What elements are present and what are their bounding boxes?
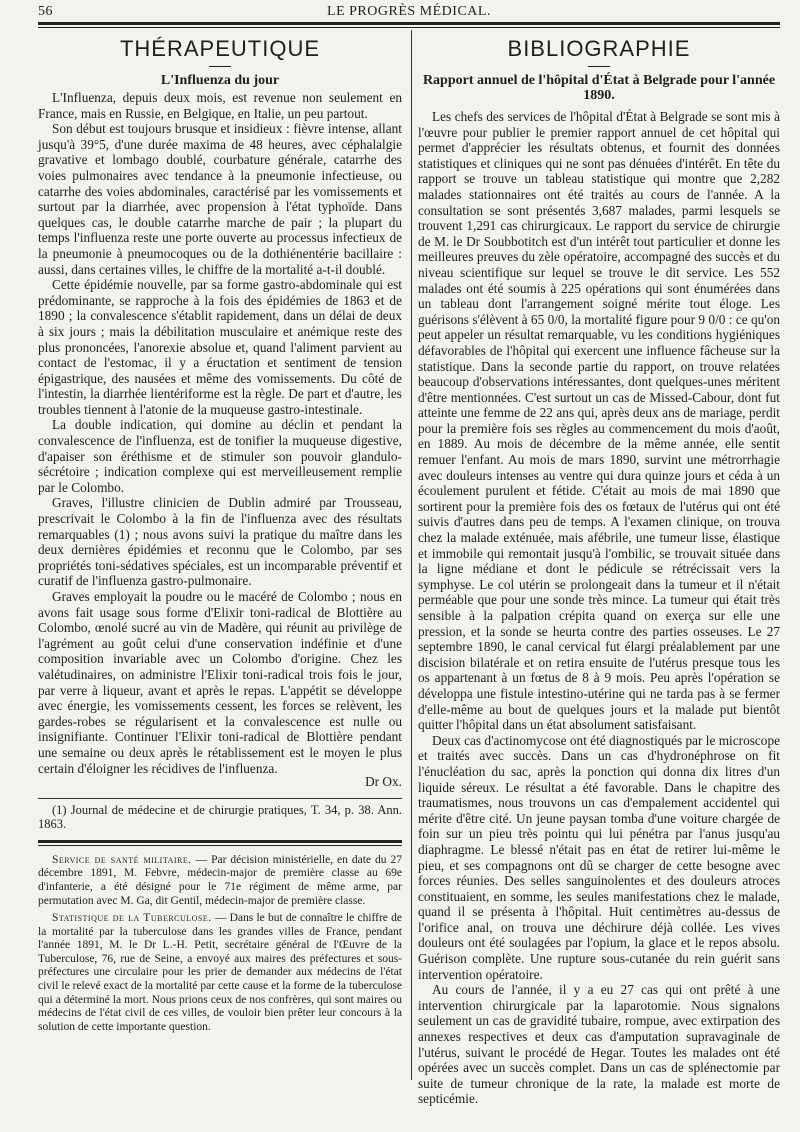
article-title-influenza: L'Influenza du jour xyxy=(160,73,280,88)
left-paragraph: Graves, l'illustre clinicien de Dublin admiré par Trousseau, prescrivait le Colombo à la fin de l'influenza avec des résultats remarquables (1) ; nous avons suivi la pratique du maître dans les deux dernières épidémies et reconnu que le Colombo, par ses propriétés toni-sédatives spéciales, est un incomparable préventif et curatif de l'influenza gastro-pulmonaire. xyxy=(38,495,402,589)
right-paragraph: Les chefs des services de l'hôpital d'État à Belgrade se sont mis à l'œuvre pour publier le premier rapport annuel de cet hôpital qui permet d'apprécier les résultats obtenus, et fournit des données statistiques et cliniques qui ne sont pas dénuées d'intérêt. En tête du rapport se trouve un tableau statistique qui montre que 2,282 malades stationnaires ont été traités au cours de l'année. A la consultation se sont présentés 3,687 malades, parmi lesquels se trouvent 1,291 cas chirurgicaux. Le rapport du service de chirurgie de M. le Dr Soubbotitch est d'un intérêt tout particulier et donne les meilleures preuves du zèle opératoire, accompagné des succès et du niveau scientifique sur lequel se trouve le dit service. Les 552 malades ont été soumis à 225 opérations qui sont énumérées dans un tableau dont l'arrangement soigné mérite tout éloge. Les guérisons s'élèvent à 65 0/0, la mortalité figure pour 9 0/0 : ce qu'on peut appeler un résultat remarquable, vu les conditions hygiéniques défavorables de l'hôpital qui exercent une influence fâcheuse sur la statistique. Dans la seconde partie du rapport, on trouve relatées beaucoup d'observations intéressantes, dont quelques-unes méritent d'être mentionnées. C'est surtout un cas de Missed-Cabour, dont fut atteinte une femme de 22 ans qui, après deux ans de mariage, perdit pour la première fois ses règles au commencement du mois d'août, en 1889. Au mois de décembre de la même année, elle sentit remuer l'enfant. Au mois de mars 1890, survint une métrorrhagie avec douleurs intenses au ventre qui dura quinze jours et céda à un écoulement purulent et fétide. C'était au mois de mai 1890 que sortirent pour la première fois des os fœtaux de l'utérus qui ont été suivis d'autres dans peu de temps. A l'examen clinique, on trouva chez la malade exténuée, mais afébrile, une tumeur lisse, élastique et immobile qui remontait jusqu'à l'ombilic, se trouvait située dans la ligne médiane et dont le pédicule se rétrécissait vers la symphyse. Le col utérin se prolongeait dans la tumeur et il n'était perméable que pour une sonde très mince. La tumeur qui était très sensible à la palpation crépita quand on exerça sur elle une pression, et la sonde se heurta contre des parties osseuses. Le 27 septembre 1890, le canal cervical fut élargi préalablement par une discision bilatérale et on retira ensuite de l'utérus presque tous les os appartenant à un fœtus de 8 à 9 mois. Peu après l'opération se développa une fistule intestino-utérine qui ne tarda pas à se fermer d'elle-même au bout de quelques jours et la malade put bientôt quitter l'hôpital dans un état absolument satisfaisant. xyxy=(418,109,780,733)
left-paragraph: L'Influenza, depuis deux mois, est revenue non seulement en France, mais en Russie, en Belgique, en Italie, un peu partout. xyxy=(38,90,402,121)
page-number: 56 xyxy=(38,4,53,19)
notice-statistique-tuberculose xyxy=(38,912,402,1034)
notice-heading: Service de santé militaire. xyxy=(52,853,192,866)
notices xyxy=(38,854,402,1035)
title-dash xyxy=(209,66,231,67)
left-paragraph: Cette épidémie nouvelle, par sa forme gastro-abdominale qui est prédominante, se rapproche à la fois des épidémies de 1863 et de 1890 ; la convalescence s'établit rapidement, dans un délai de deux à six jours ; mais la débilitation musculaire et anémique reste des plus prononcées, l'anorexie absolue et, quand l'aliment parvient au contact de l'estomac, il y a éructation et sentiment de tension épigastrique, des nausées et même des vomissements. Du côté de l'intestin, la diarrhée lientériforme est la règle. De part et d'autre, les troubles tiennent à l'atonie de la muqueuse gastro-intestinale. xyxy=(38,277,402,417)
section-title-bibliographie: BIBLIOGRAPHIE xyxy=(507,36,691,61)
signature: Dr Ox. xyxy=(365,774,402,790)
header-rule-thin xyxy=(38,27,780,28)
notices-rule-thin xyxy=(38,845,402,846)
left-paragraph: La double indication, qui domine au déclin et pendant la convalescence de l'influenza, est de tonifier la muqueuse digestive, d'apaiser son éréthisme et de stimuler son pouvoir glandulo-sécrétoire ; indication complexe qui est merveilleusement remplie par le Colombo. xyxy=(38,417,402,495)
section-title-therapeutique: THÉRAPEUTIQUE xyxy=(119,36,321,61)
notice-text: — Par décision ministérielle, en date du 27 décembre 1891, M. Febvre, médecin-major de première classe au 69e d'infanterie, a été désigné pour le 71e régiment de même arme, par permutation avec M. Ga, dit Gentil, médecin-major de première classe. xyxy=(38,853,402,907)
running-head xyxy=(38,4,780,22)
article-title-rapport: Rapport annuel de l'hôpital d'État à Belgrade pour l'année 1890. xyxy=(422,73,776,103)
footnote-rule xyxy=(38,798,402,799)
journal-title: LE PROGRÈS MÉDICAL. xyxy=(327,4,491,19)
right-paragraph: Au cours de l'année, il y a eu 27 cas qui ont prêté à une intervention chirurgicale par la laparotomie. Nous signalons seulement un cas de gravidité tubaire, rompue, avec extirpation des annexes respectives et deux cas d'amputation supravaginale de l'utérus, suivant le procédé de Hegar. Toutes les malades ont été opérées avec un succès complet. Dans un cas de splénectomie par suite de tumeur chronique de la rate, la malade est morte de septicémie. xyxy=(418,982,780,1107)
left-column xyxy=(38,34,402,1094)
notice-service-sante xyxy=(38,854,402,908)
notice-heading: Statistique de la Tuberculose. xyxy=(52,912,212,925)
footnote: (1) Journal de médecine et de chirurgie pratiques, T. 34, p. 38. Ann. 1863. xyxy=(38,802,402,832)
header-rule-thick xyxy=(38,22,780,25)
left-paragraph: Son début est toujours brusque et insidieux : fièvre intense, allant jusqu'à 39°5, d'une durée maxima de 48 heures, avec céphalalgie gravative et lombago doublé, courbature générale, catarrhe des voies pulmonaires avec tendance à la pneumonie infectieuse, ou catarrhe des voies abdominales, caractérisé par les vomissements et surtout par la diarrhée, avec propension à l'état typhoïde. Dans quelques cas, le double catarrhe marche de pair ; la plupart du temps l'influenza reste une porte ouverte au processus infectieux de la pneumonie à pneumocoques ou de la dothiénentérie bacillaire : aussi, dans certaines villes, le chiffre de la mortalité a-t-il doublé. xyxy=(38,121,402,277)
column-divider xyxy=(411,30,412,1080)
right-column xyxy=(418,34,781,1107)
notices-rule-thick xyxy=(38,840,402,843)
title-dash xyxy=(588,66,610,67)
right-paragraph: Deux cas d'actinomycose ont été diagnostiqués par le microscope et traités avec succès. Dans un cas d'hydronéphrose on fit l'énucléation du sac, après la ponction qui donna dix litres d'un liquide séreux. Le résultat a été favorable. Dans le chapitre des traumatismes, nous trouvons un cas d'empalement accidentel qui mérite d'être cité. Un jeune paysan tomba d'une voiture chargée de foin sur un pieu très pointu qui lui pénétra par l'anus jusqu'au diaphragme. Le blessé n'était pas en état de retirer lui-même le pieu, et ses compagnons ont dû se charger de cette besogne avec forces réunies. Des selles sanguinolentes et des douleurs atroces constituaient, en somme, les seules manifestations chez le malade, quand il se présenta à l'hôpital. Huit centimètres au-dessus de l'orifice anal, on trouva une déchirure déjà collée. Les vives douleurs ont été soulagées par l'opium, la glace et le repos absolu. Guérison complète. Une rupture sous-cutanée du rein guérit sans intervention opératoire. xyxy=(418,732,781,982)
left-paragraph: Graves employait la poudre ou le macéré de Colombo ; nous en avons fait usage sous forme d'Elixir toni-radical de Blottière au Colombo, œnolé sucré au vin de Madère, qui réunit au privilège de l'agrément au goût celui d'une conservation indéfinie et d'une composition invariable avec un Colombo d'origine. Chez les valétudinaires, on administre l'Elixir toni-radical trois fois le jour, par verre à liqueur, avant et après le repas. L'appétit se développe avec énergie, les vomissements cessent, les forces se relèvent, les gardes-robes se régularisent et la convalescence est nulle ou insignifiante. Continuer l'Elixir toni-radical de Blottière pendant une semaine ou deux après le rétablissement est le moyen le plus certain d'éloigner les récidives de l'influenza. xyxy=(38,589,402,776)
notice-text: — Dans le but de connaître le chiffre de la mortalité par la tuberculose dans les grandes villes de France, pendant l'année 1891, M. le Dr L.-H. Petit, secrétaire général de l'Œuvre de la Tuberculose, 76, rue de Seine, a envoyé aux maires des préfectures et sous-préfectures une circulaire pour les prier de demander aux médecins de l'état civil le relevé exact de la mortalité par cette cause et la forme de la tuberculose qui a déterminé la mort. Nous prions ceux de nos confrères, qui sont maires ou médecins de l'état civil de ces villes, de vouloir bien prêter leur concours à la solution de cette importante question. xyxy=(38,912,402,1033)
